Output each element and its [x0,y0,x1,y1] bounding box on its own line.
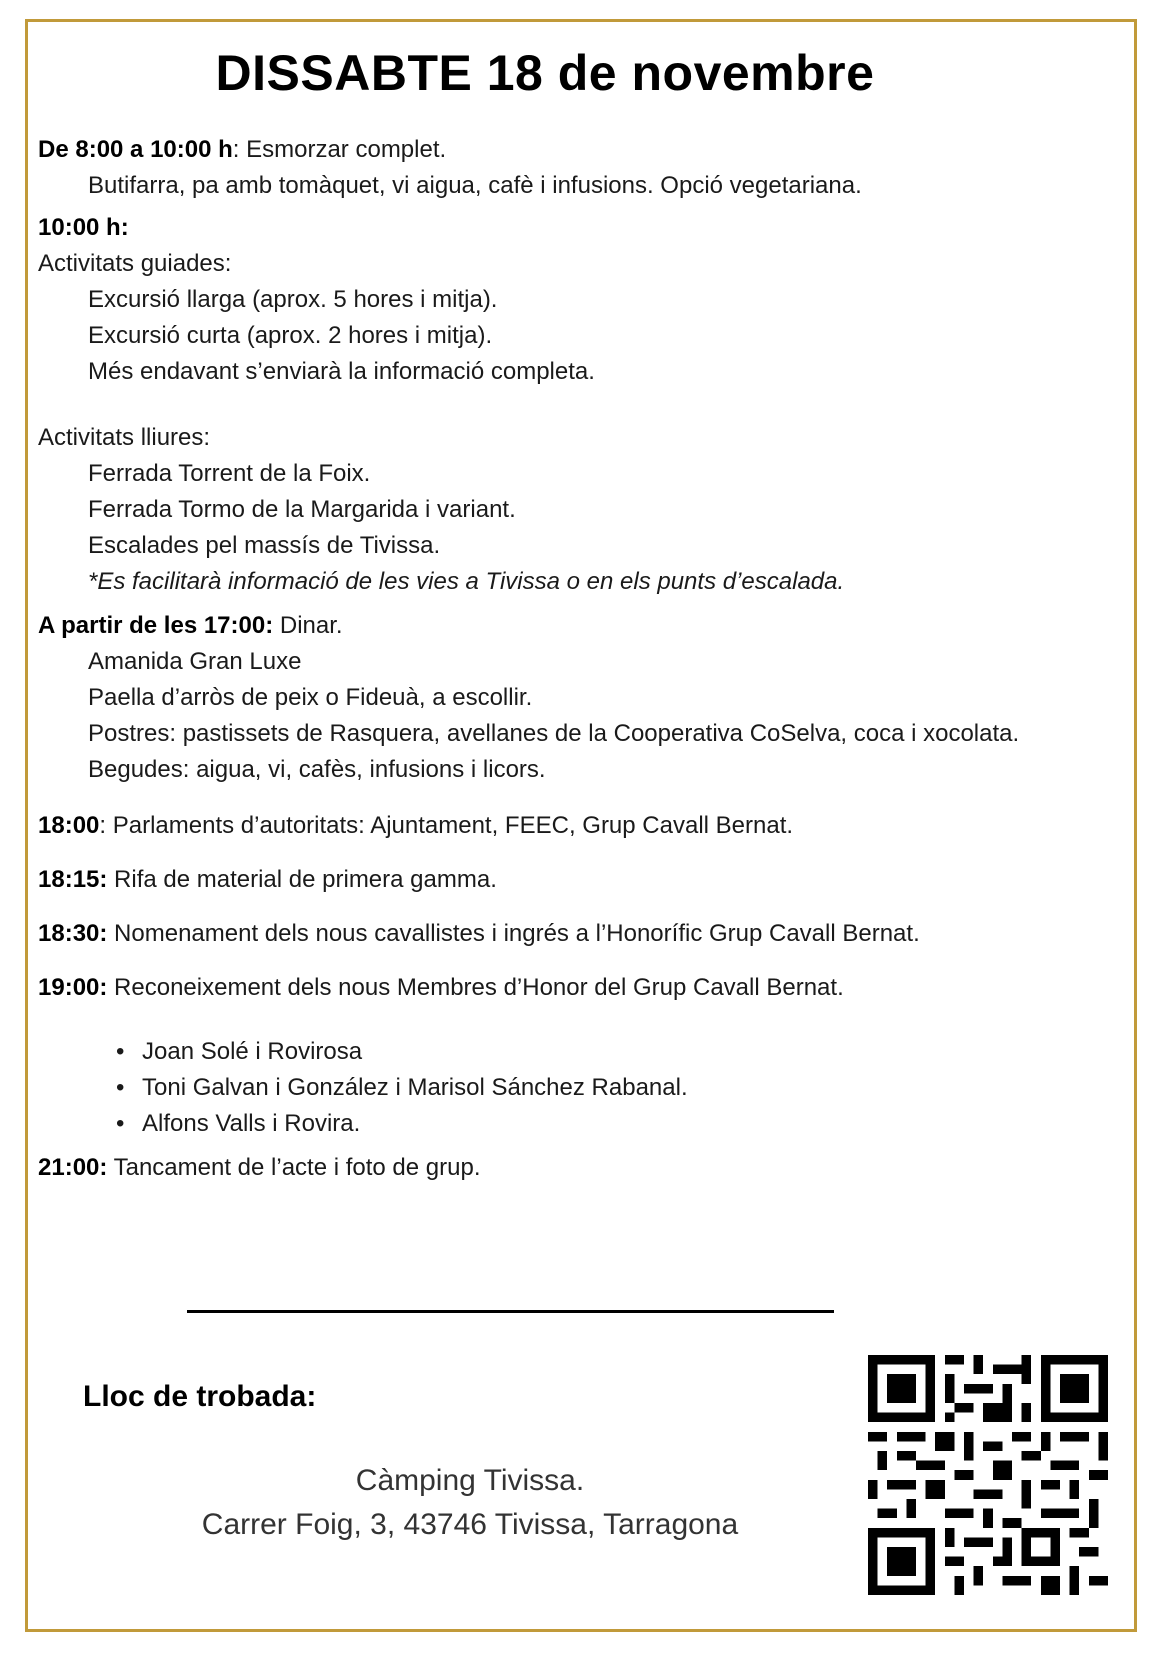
schedule-item-speeches [38,808,1078,844]
item-text: Nomenament dels nous cavallistes i ingrés a l’Honorífic Grup Cavall Bernat. [107,920,920,947]
time-label: 19:00: [38,974,108,1001]
item-title: : Esmorzar complet. [232,136,447,163]
item-text: Rifa de material de primera gamma. [107,866,497,893]
qr-code-icon[interactable] [868,1355,1108,1595]
item-title: Dinar. [273,612,343,639]
time-label: A partir de les 17:00: [38,612,274,639]
list-item: Ferrada Tormo de la Margarida i variant. [88,496,516,523]
member-name: Toni Galvan i González i Marisol Sánchez Rabanal. [142,1074,688,1101]
time-label: 10:00 h: [38,214,129,241]
honor-members-list [38,1034,1078,1142]
meeting-place: Càmping Tivissa. [355,1464,585,1497]
item-detail: Butifarra, pa amb tomàquet, vi aigua, cafè i infusions. Opció vegetariana. [88,172,862,199]
item-text: Reconeixement dels nous Membres d’Honor del Grup Cavall Bernat. [107,974,844,1001]
schedule-item-breakfast [38,132,1078,168]
list-item: Ferrada Torrent de la Foix. [88,460,371,487]
meeting-address: Carrer Foig, 3, 43746 Tivissa, Tarragona [201,1508,739,1541]
bullet-icon: • [116,1038,125,1065]
schedule-item-closing [38,1150,1078,1186]
item-text: Tancament de l’acte i foto de grup. [107,1154,481,1181]
schedule [38,132,1078,1186]
time-label: 21:00: [38,1154,108,1181]
list-item: Postres: pastissets de Rasquera, avellanes de la Cooperativa CoSelva, coca i xocolata. [88,720,1020,747]
list-item: Més endavant s’enviarà la informació completa. [88,358,595,385]
time-label: 18:30: [38,920,108,947]
schedule-item-recognition [38,970,1078,1006]
bullet-icon: • [116,1110,125,1137]
list-item: Excursió llarga (aprox. 5 hores i mitja). [88,286,498,313]
member-name: Alfons Valls i Rovira. [142,1110,361,1137]
list-item [116,1106,1078,1142]
list-item: Paella d’arròs de peix o Fideuà, a escollir. [88,684,533,711]
time-label: 18:15: [38,866,108,893]
list-item: Begudes: aigua, vi, cafès, infusions i licors. [88,756,546,783]
time-label: De 8:00 a 10:00 h [38,136,233,163]
list-item: Amanida Gran Luxe [88,648,302,675]
schedule-item-raffle [38,862,1078,898]
schedule-item-lunch [38,608,1078,644]
guided-activities-label: Activitats guiades: [38,250,232,277]
divider [187,1310,834,1313]
time-label: 18:00 [38,812,100,839]
free-activities-label: Activitats lliures: [38,424,211,451]
schedule-item-appointment [38,916,1078,952]
bullet-icon: • [116,1074,125,1101]
meeting-point-label: Lloc de trobada: [83,1380,317,1413]
list-item: Excursió curta (aprox. 2 hores i mitja). [88,322,493,349]
free-activities-note: *Es facilitarà informació de les vies a Tivissa o en els punts d’escalada. [88,568,845,595]
list-item: Escalades pel massís de Tivissa. [88,532,441,559]
page-title: DISSABTE 18 de novembre [215,45,875,101]
item-text: : Parlaments d’autoritats: Ajuntament, FEEC, Grup Cavall Bernat. [99,812,794,839]
list-item [116,1034,1078,1070]
list-item [116,1070,1078,1106]
member-name: Joan Solé i Rovirosa [142,1038,363,1065]
